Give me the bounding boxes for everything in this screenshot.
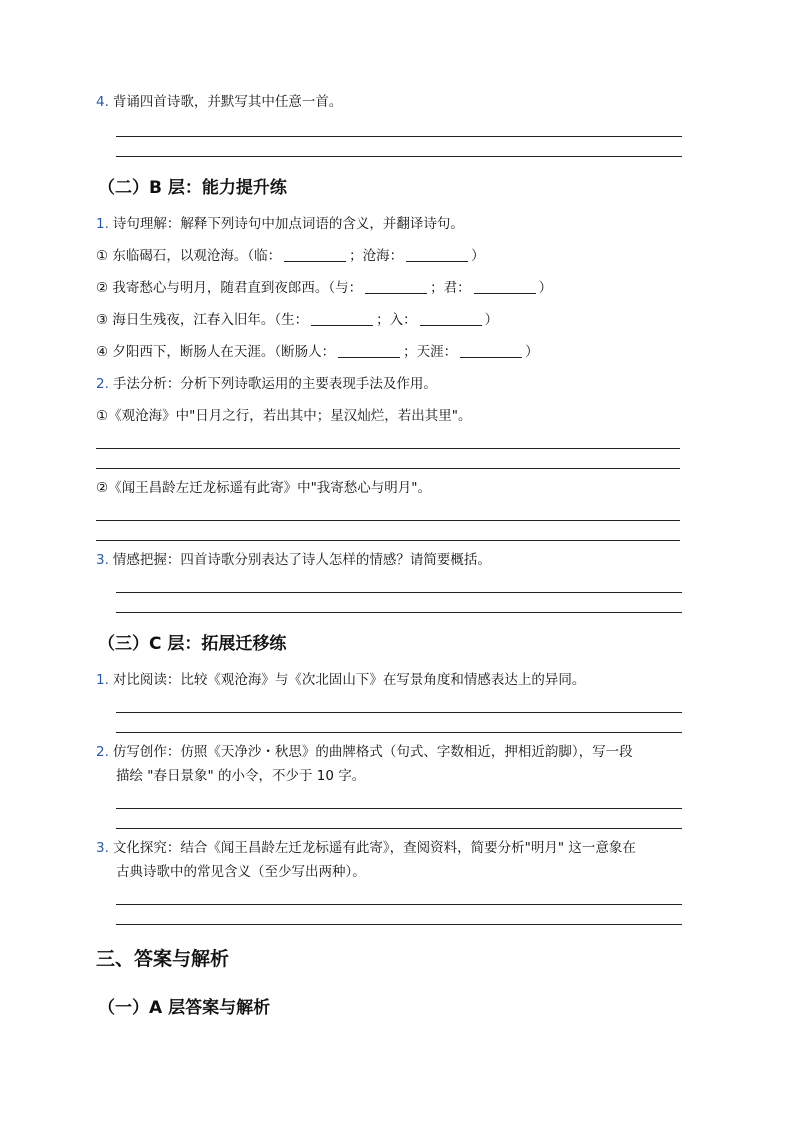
fill-blank[interactable] (284, 247, 346, 262)
fill-blank[interactable] (406, 247, 468, 262)
question-text: 文化探究：结合《闻王昌龄左迁龙标遥有此寄》，查阅资料，简要分析"明月" 这一意象在 (112, 840, 636, 856)
question-text: 背诵四首诗歌，并默写其中任意一首。 (112, 94, 343, 110)
answer-line[interactable] (116, 828, 682, 829)
sub-item-2 (96, 278, 552, 298)
answer-line[interactable] (116, 924, 682, 925)
fill-blank[interactable] (460, 343, 522, 358)
question-number: 3. (96, 840, 109, 856)
answer-line[interactable] (116, 712, 682, 713)
sub-item-text: ；君： (430, 280, 471, 296)
question-b3 (96, 550, 491, 570)
question-number: 1. (96, 672, 109, 688)
answer-line[interactable] (96, 540, 680, 541)
answer-line[interactable] (116, 732, 682, 733)
section-3-title: 三、答案与解析 (96, 948, 230, 970)
question-c1 (96, 670, 585, 690)
sub-item-text: ① 东临碣石，以观沧海。（临： (96, 248, 282, 264)
answer-line[interactable] (116, 156, 682, 157)
answer-line[interactable] (96, 468, 680, 469)
question-text: 情感把握：四首诗歌分别表达了诗人怎样的情感？请简要概括。 (112, 552, 491, 568)
question-c2 (96, 742, 633, 762)
question-text: 诗句理解：解释下列诗句中加点词语的含义，并翻译诗句。 (112, 216, 464, 232)
sub-item-text: ） (471, 248, 485, 264)
question-number: 4. (96, 94, 109, 110)
question-text: 手法分析：分析下列诗歌运用的主要表现手法及作用。 (112, 376, 437, 392)
question-number: 3. (96, 552, 109, 568)
question-b1 (96, 214, 464, 234)
sub-item-text: ④ 夕阳西下，断肠人在天涯。（断肠人： (96, 344, 336, 360)
answer-line[interactable] (116, 136, 682, 137)
question-text: 对比阅读：比较《观沧海》与《次北固山下》在写景角度和情感表达上的异同。 (112, 672, 586, 688)
sub-item-text: ） (538, 280, 553, 296)
question-number: 1. (96, 216, 109, 232)
fill-blank[interactable] (338, 343, 400, 358)
sub-item-text: ） (525, 344, 539, 360)
sub-item-text: ③ 海日生残夜，江春入旧年。（生： (96, 312, 309, 328)
fill-blank[interactable] (420, 311, 482, 326)
sub-item-1 (96, 246, 485, 266)
answer-line[interactable] (96, 520, 680, 521)
sub-item-4 (96, 342, 539, 362)
answer-line[interactable] (116, 612, 682, 613)
section-c-title: （三）C 层：拓展迁移练 (98, 634, 287, 654)
question-a4 (96, 92, 342, 112)
answer-line[interactable] (116, 592, 682, 593)
fill-blank[interactable] (365, 279, 427, 294)
question-number: 2. (96, 376, 109, 392)
answer-line[interactable] (96, 448, 680, 449)
question-b2 (96, 374, 437, 394)
answer-line[interactable] (116, 904, 682, 905)
sub-item-text: ） (484, 312, 499, 328)
question-b2-sub2: ②《闻王昌龄左迁龙标遥有此寄》中"我寄愁心与明月"。 (96, 480, 432, 496)
question-c2-line2: 描绘 "春日景象" 的小令，不少于 10 字。 (116, 768, 366, 784)
sub-item-text: ；天涯： (403, 344, 458, 360)
question-c3-line2: 古典诗歌中的常见含义（至少写出两种）。 (116, 864, 366, 880)
sub-item-text: ② 我寄愁心与明月，随君直到夜郎西。（与： (96, 280, 363, 296)
fill-blank[interactable] (474, 279, 536, 294)
fill-blank[interactable] (311, 311, 373, 326)
sub-item-text: ；沧海： (349, 248, 404, 264)
sub-item-3 (96, 310, 498, 330)
sub-item-text: ；入： (376, 312, 417, 328)
section-3-subtitle: （一）A 层答案与解析 (98, 998, 271, 1018)
question-c3 (96, 838, 636, 858)
section-b-title: （二）B 层：能力提升练 (98, 178, 287, 198)
question-b2-sub1: ①《观沧海》中"日月之行，若出其中；星汉灿烂，若出其里"。 (96, 408, 472, 424)
answer-line[interactable] (116, 808, 682, 809)
question-text: 仿写创作：仿照《天净沙・秋思》的曲牌格式（句式、字数相近，押相近韵脚），写一段 (112, 744, 633, 760)
question-number: 2. (96, 744, 109, 760)
